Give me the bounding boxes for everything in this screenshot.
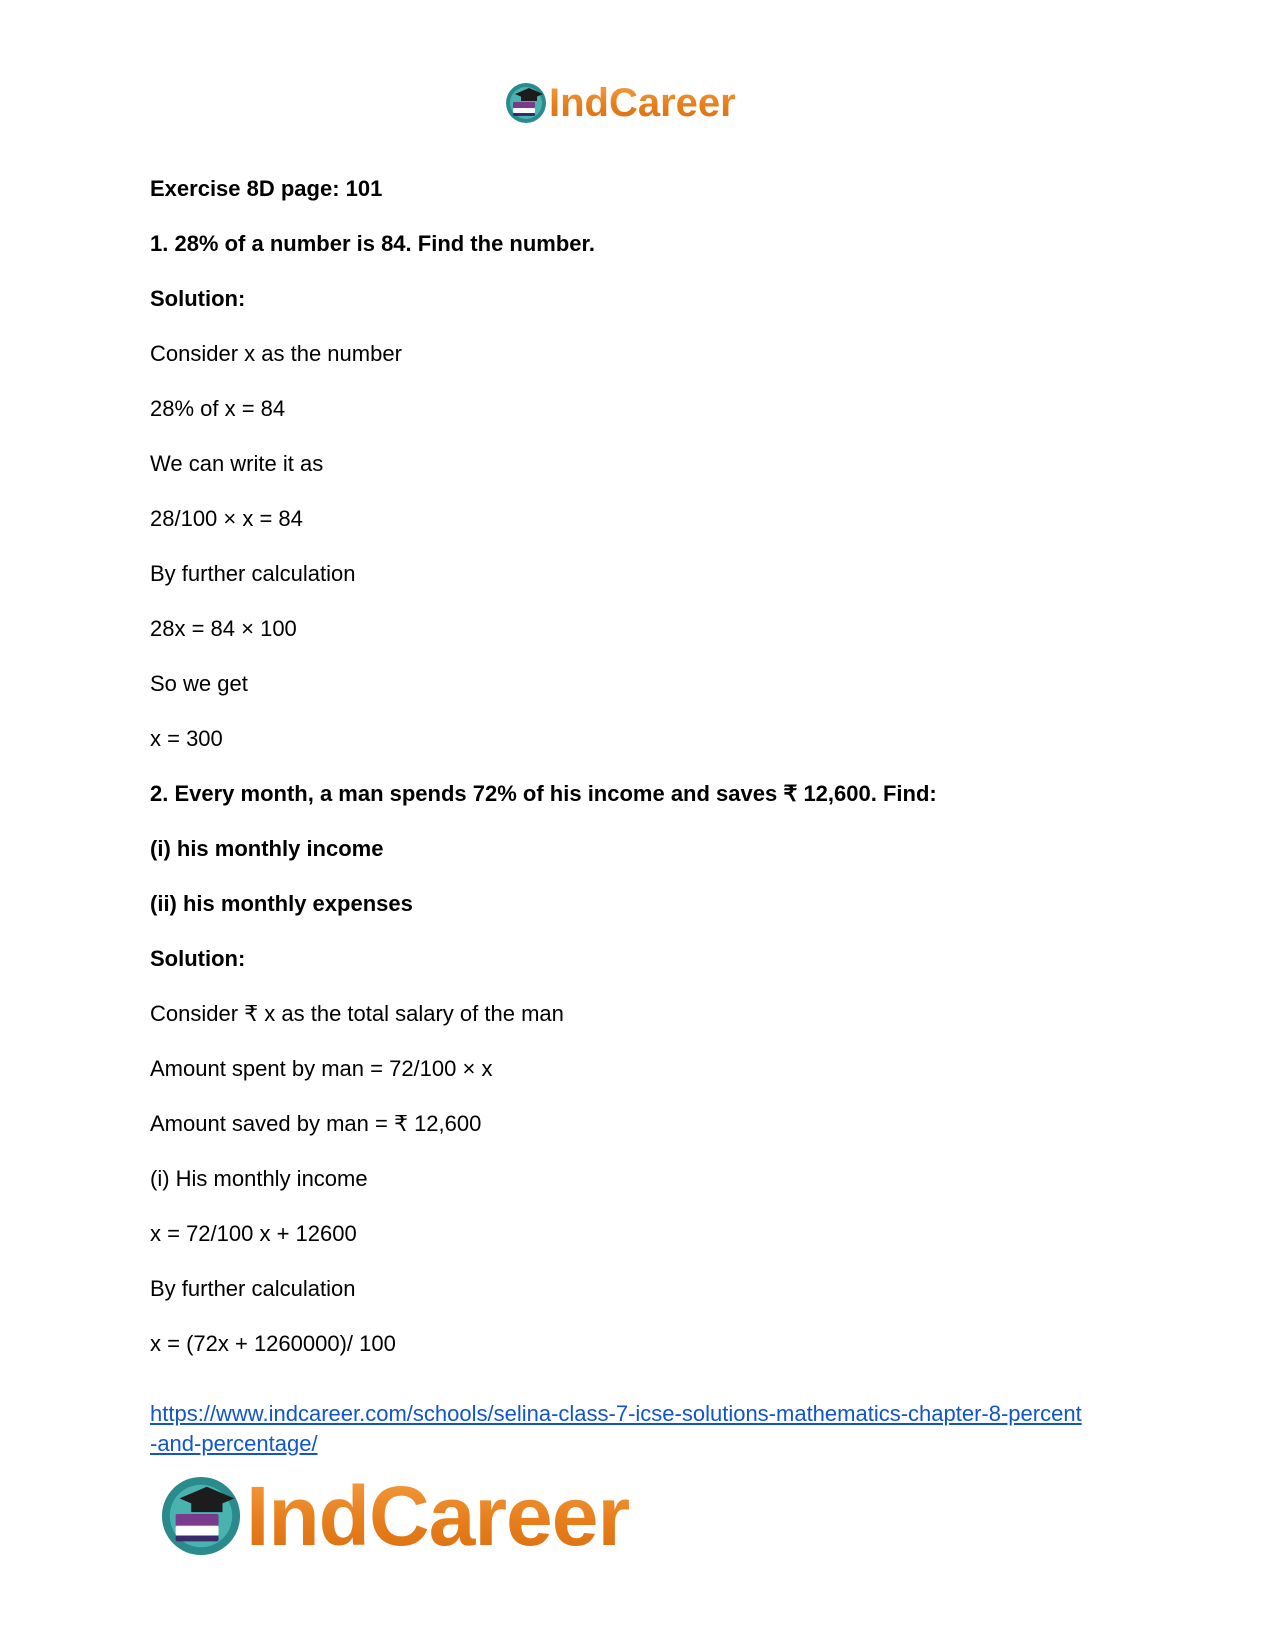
solution-line: Consider x as the number [150, 341, 402, 366]
solution-line: x = (72x + 1260000)/ 100 [150, 1331, 396, 1356]
solution-line: Consider ₹ x as the total salary of the man [150, 1001, 564, 1026]
solution-line: x = 72/100 x + 12600 [150, 1221, 357, 1246]
question-1: 1. 28% of a number is 84. Find the number. [150, 231, 595, 256]
exercise-heading: Exercise 8D page: 101 [150, 176, 383, 201]
source-link-line-2[interactable]: -and-percentage/ [150, 1431, 318, 1456]
solution-line: 28/100 × x = 84 [150, 506, 303, 531]
question-2-part-i: (i) his monthly income [150, 836, 384, 861]
logo-emblem-icon [505, 82, 547, 124]
solution-line: (i) His monthly income [150, 1166, 368, 1191]
document-body [150, 176, 1130, 1357]
solution-line: 28% of x = 84 [150, 396, 286, 421]
header-logo [505, 78, 775, 128]
logo-emblem-icon [160, 1475, 242, 1557]
source-link[interactable] [150, 1399, 1140, 1459]
source-link-line-1[interactable]: https://www.indcareer.com/schools/selina-class-7-icse-solutions-mathematics-chapter-8-percent [150, 1401, 1082, 1426]
solution-line: 28x = 84 × 100 [150, 616, 297, 641]
solution-label: Solution: [150, 946, 246, 971]
solution-label: Solution: [150, 286, 246, 311]
footer-logo [160, 1468, 700, 1564]
logo-text: IndCareer [549, 80, 736, 125]
solution-line: By further calculation [150, 1276, 356, 1301]
solution-line: x = 300 [150, 726, 223, 751]
solution-line: We can write it as [150, 451, 324, 476]
question-2-part-ii: (ii) his monthly expenses [150, 891, 413, 916]
solution-line: Amount spent by man = 72/100 × x [150, 1056, 493, 1081]
solution-line: Amount saved by man = ₹ 12,600 [150, 1111, 482, 1136]
logo-text: IndCareer [246, 1468, 630, 1563]
solution-line: So we get [150, 671, 248, 696]
question-2: 2. Every month, a man spends 72% of his income and saves ₹ 12,600. Find: [150, 781, 937, 806]
solution-line: By further calculation [150, 561, 356, 586]
